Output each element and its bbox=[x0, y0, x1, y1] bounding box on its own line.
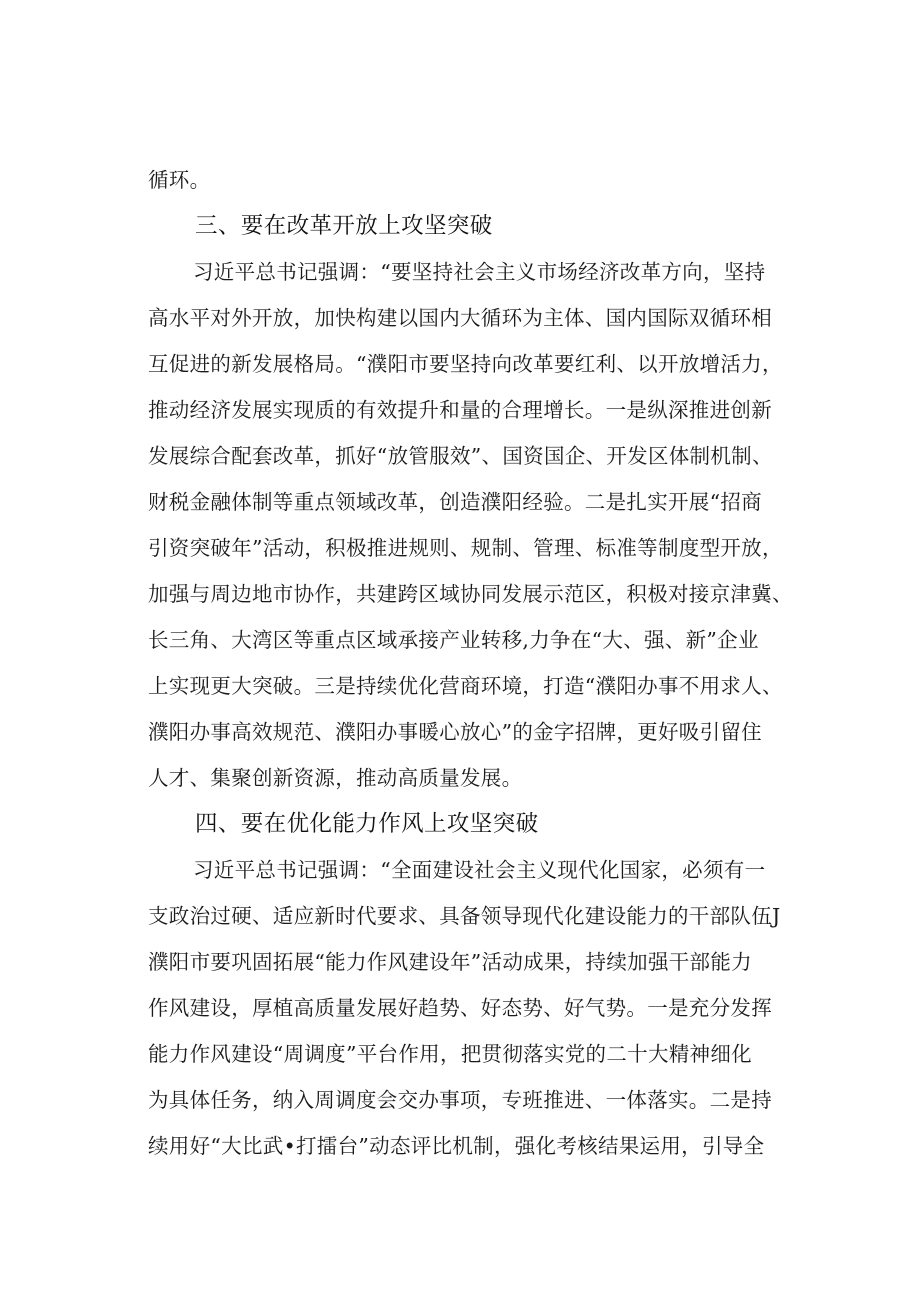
text-line: 循环。 bbox=[148, 168, 211, 192]
paragraph-line: 能力作风建设“周调度”平台作用，把贯彻落实党的二十大精神细化 bbox=[148, 1042, 752, 1066]
paragraph-line: 濮阳办事高效规范、濮阳办事暖心放心”的金字招牌，更好吸引留住 bbox=[148, 720, 762, 744]
paragraph-line: 财税金融体制等重点领域改革，创造濮阳经验。二是扎实开展“招商 bbox=[148, 490, 762, 514]
paragraph-line: 高水平对外开放，加快构建以国内大循环为主体、国内国际双循环相 bbox=[148, 306, 772, 330]
paragraph-line: 人才、集聚创新资源，推动高质量发展。 bbox=[148, 766, 523, 790]
paragraph-line: 为具体任务，纳入周调度会交办事项，专班推进、一体落实。二是持 bbox=[148, 1088, 772, 1112]
paragraph-line: 作风建设，厚植高质量发展好趋势、好态势、好气势。一是充分发挥 bbox=[148, 996, 772, 1020]
paragraph-line: 互促进的新发展格局。“濮阳市要坚持向改革要红利、以开放增活力， bbox=[148, 352, 783, 376]
section-heading-4: 四、要在优化能力作风上攻坚突破 bbox=[195, 811, 539, 837]
paragraph-line: 引资突破年”活动，积极推进规则、规制、管理、标准等制度型开放， bbox=[148, 536, 783, 560]
paragraph-line: 濮阳市要巩固拓展“能力作风建设年”活动成果，持续加强干部能力 bbox=[148, 950, 752, 974]
paragraph-line: 续用好“大比武•打擂台”动态评比机制，强化考核结果运用，引导全 bbox=[148, 1134, 765, 1158]
section-heading-3: 三、要在改革开放上攻坚突破 bbox=[195, 213, 493, 239]
paragraph-line: 推动经济发展实现质的有效提升和量的合理增长。一是纵深推进创新 bbox=[148, 398, 772, 422]
paragraph-line: 发展综合配套改革，抓好“放管服效”、国资国企、开发区体制机制、 bbox=[148, 444, 773, 468]
paragraph-line: 长三角、大湾区等重点区域承接产业转移,力争在“大、强、新”企业 bbox=[148, 628, 759, 652]
paragraph-line: 支政治过硬、适应新时代要求、具备领导现代化建设能力的干部队伍J bbox=[148, 904, 781, 928]
paragraph-line: 上实现更大突破。三是持续优化营商环境，打造“濮阳办事不用求人、 bbox=[148, 674, 783, 698]
paragraph-line: 习近平总书记强调：“全面建设社会主义现代化国家，必须有一 bbox=[193, 858, 766, 882]
paragraph-line: 习近平总书记强调：“要坚持社会主义市场经济改革方向，坚持 bbox=[193, 260, 766, 284]
paragraph-line: 加强与周边地市协作，共建跨区域协同发展示范区，积极对接京津冀、 bbox=[148, 582, 793, 606]
document-body bbox=[148, 157, 798, 1169]
